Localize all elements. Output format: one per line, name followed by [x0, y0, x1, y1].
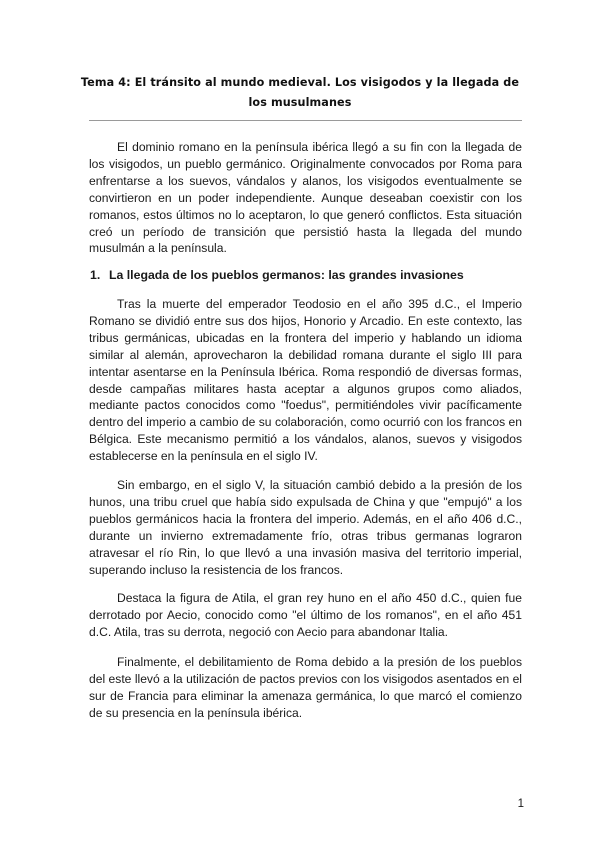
intro-paragraph: El dominio romano en la península ibérica llegó a su fin con la llegada de los visigodos, un pueblo germánico. Originalmente convocados por Roma para enfrentarse a los suevos, vándalos y alanos, los visigodos eventualmente se convirtieron en un poder independiente. Aunque deseaban coexistir con los romanos, estos últimos no lo aceptaron, lo que generó conflictos. Esta situación creó un período de transición que persistió hasta la llegada del mundo musulmán a la península. [89, 140, 522, 256]
title-divider [89, 120, 522, 121]
page-number: 1 [517, 798, 524, 810]
paragraph-finalmente: Finalmente, el debilitamiento de Roma debido a la presión de los pueblos del este llevó a la utilización de pactos previos con los visigodos asentados en el sur de Francia para eliminar la amenaza germánica, lo que marcó el comienzo de su presencia en la península ibérica. [89, 655, 522, 720]
paragraph-teodosio: Tras la muerte del emperador Teodosio en el año 395 d.C., el Imperio Romano se dividió entre sus dos hijos, Honorio y Arcadio. En este contexto, las tribus germánicas, ubicadas en la frontera del imperio y hablando un idioma similar al alemán, aprovecharon la debilidad romana durante el siglo III para intentar asentarse en la Península Ibérica. Roma respondió de diversas formas, desde campañas militares hasta aceptar a algunos grupos como aliados, mediante pactos conocidos como "foedus", permitiéndoles vivir pacíficamente dentro del imperio a cambio de su colaboración, como ocurrió con los francos en Bélgica. Este mecanismo permitió a los vándalos, alanos, suevos y visigodos establecerse en la península en el siglo IV. [89, 297, 522, 464]
document-title: Tema 4: El tránsito al mundo medieval. Los visigodos y la llegada de los musulmanes [80, 76, 520, 109]
section-heading [89, 267, 522, 284]
section-heading-text: La llegada de los pueblos germanos: las grandes invasiones [109, 268, 464, 282]
paragraph-atila: Destaca la figura de Atila, el gran rey huno en el año 450 d.C., quien fue derrotado por Aecio, conocido como "el último de los romanos", en el año 451 d.C. Atila, tras su derrota, negoció con Aecio para abandonar Italia. [89, 591, 522, 639]
paragraph-hunos: Sin embargo, en el siglo V, la situación cambió debido a la presión de los hunos, una tribu cruel que había sido expulsada de China y que "empujó" a los pueblos germánicos hacia la frontera del imperio. Además, en el año 406 d.C., durante un invierno extremadamente frío, otras tribus germanas lograron atravesar el río Rin, lo que llevó a una invasión masiva del territorio imperial, superando incluso la resistencia de los francos. [89, 478, 522, 577]
section-number: 1. [90, 268, 101, 282]
